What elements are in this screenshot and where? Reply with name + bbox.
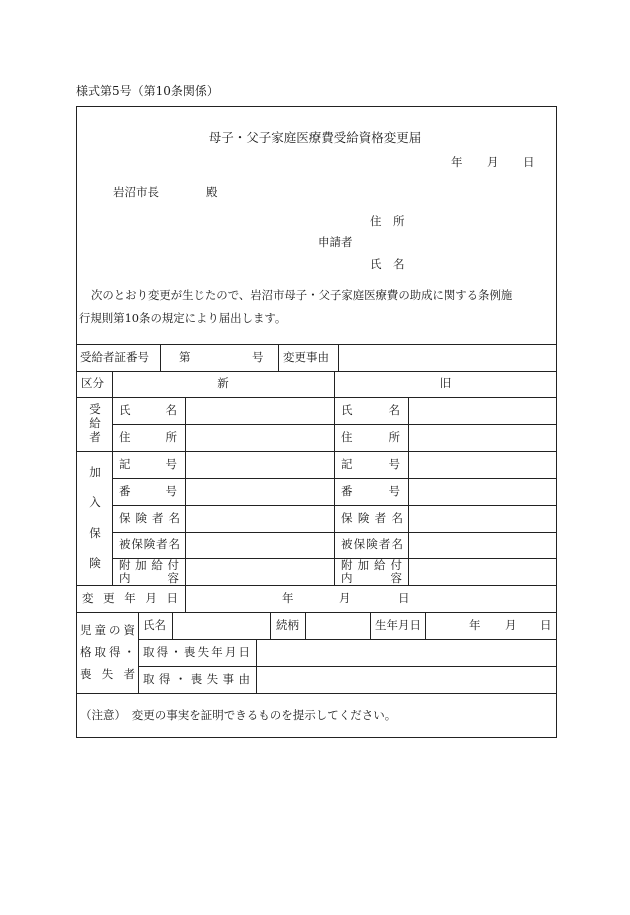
field-char: 険 (366, 537, 378, 552)
insurance-char: 険 (89, 556, 101, 570)
ins-kigo-label-new (119, 451, 177, 478)
child-relation-value[interactable] (306, 613, 369, 638)
field-char: 加 (357, 558, 369, 573)
field-char: 番 (119, 483, 131, 498)
date-year: 年 (451, 155, 463, 169)
field-char: 保 (119, 510, 131, 525)
recipient-address-new-value[interactable] (186, 425, 333, 450)
rule (425, 612, 426, 639)
label-char: 更 (103, 590, 115, 605)
field-char: 者 (156, 537, 168, 552)
recipient-address-old-value[interactable] (409, 425, 556, 450)
label-char: ・ (123, 645, 135, 660)
ins-supp-new-value[interactable] (186, 559, 333, 584)
label-char: 者 (123, 666, 135, 681)
label-char: ・ (170, 644, 182, 659)
ins-insured-label-new (119, 532, 180, 558)
addressee: 岩沼市長 (113, 185, 159, 199)
field-char: 住 (341, 429, 353, 444)
child-acq-date-value[interactable] (257, 640, 556, 665)
label-char: 喪 (190, 671, 203, 686)
ins-kigo-label-old (341, 451, 400, 478)
field-char: 内 (119, 570, 131, 585)
rule (160, 344, 161, 371)
field-char: 加 (135, 558, 147, 573)
label-char: 喪 (183, 644, 196, 659)
field-char: 保 (341, 510, 353, 525)
field-char: 記 (119, 456, 131, 471)
rule (334, 371, 335, 585)
field-char: 号 (388, 483, 400, 498)
recipient-name-label-new (119, 397, 177, 424)
cert-number-go: 号 (252, 349, 264, 364)
rule (112, 371, 113, 585)
child-acq-reason-value[interactable] (257, 667, 556, 692)
field-char: 記 (341, 456, 353, 471)
form-number: 様式第5号（第10条関係） (76, 84, 219, 98)
ins-supp-old-value[interactable] (409, 559, 556, 584)
field-char: 名 (391, 537, 403, 552)
rule (278, 344, 279, 371)
field-char: 附 (341, 558, 353, 573)
change-date-day: 日 (398, 590, 410, 605)
field-char: 給 (374, 558, 386, 573)
ins-bango-label-new (119, 478, 177, 505)
field-char: 所 (388, 429, 400, 444)
label-char: 格 (80, 645, 92, 660)
ins-insured-label-old (341, 532, 403, 558)
label-char: 童 (94, 623, 106, 638)
label-char: 月 (145, 590, 157, 605)
field-char: 氏 (341, 402, 353, 417)
label-char: 月 (224, 644, 237, 659)
ins-insurer-label-new (119, 505, 180, 532)
date-month: 月 (487, 155, 499, 169)
change-date-month: 月 (339, 590, 351, 605)
field-char: 名 (165, 402, 177, 417)
change-date-year: 年 (282, 590, 294, 605)
ins-insurer-label-old (341, 505, 403, 532)
field-char: 住 (119, 429, 131, 444)
recipient-char: 受 (89, 402, 101, 417)
applicant-name-label: 氏 名 (370, 257, 405, 271)
recipient-char: 給 (89, 416, 101, 431)
field-char: 号 (388, 456, 400, 471)
child-name-label: 氏名 (143, 617, 166, 632)
rule (370, 612, 371, 639)
new-header: 新 (217, 376, 229, 391)
change-date-label (82, 585, 178, 612)
ins-kigo-new-value[interactable] (186, 452, 333, 477)
label-char: 失 (206, 671, 219, 686)
date-day: 日 (523, 155, 535, 169)
field-char: 険 (143, 537, 156, 552)
child-birth-month: 月 (505, 617, 517, 632)
insurance-char: 入 (89, 495, 101, 509)
field-char: 号 (165, 456, 177, 471)
insurance-char: 保 (89, 525, 101, 540)
child-birth-year: 年 (469, 617, 481, 632)
applicant-address-label: 住 所 (370, 214, 405, 228)
label-char: 変 (82, 590, 94, 605)
field-char: 名 (391, 510, 403, 525)
field-char: 保 (131, 537, 143, 552)
label-char: 事 (222, 671, 235, 686)
label-char: ・ (174, 671, 187, 686)
label-char: 日 (238, 644, 250, 659)
ins-insurer-new-value[interactable] (186, 506, 333, 531)
note-text: （注意） 変更の事実を証明できるものを提示してください。 (80, 707, 397, 722)
applicant-label: 申請者 (318, 235, 353, 249)
field-char: 名 (388, 402, 400, 417)
label-char: 由 (238, 671, 250, 686)
honorific: 殿 (206, 185, 218, 199)
field-char: 者 (378, 537, 391, 552)
label-char: 資 (123, 623, 135, 638)
field-char: 給 (151, 558, 163, 573)
ins-supp-label-new (119, 558, 179, 585)
child-name-value[interactable] (173, 613, 269, 638)
recipient-address-label-old (341, 424, 400, 451)
field-char: 容 (167, 570, 179, 585)
label-char: 失 (101, 666, 114, 681)
field-char: 者 (374, 510, 387, 525)
rule (138, 612, 139, 693)
ins-bango-new-value[interactable] (186, 479, 333, 504)
form-title: 母子・父子家庭医療費受給資格変更届 (208, 130, 422, 145)
recipient-name-label-old (341, 397, 400, 424)
label-char: 喪 (80, 666, 92, 681)
label-char: 児 (80, 623, 92, 638)
change-reason-label: 変更事由 (283, 349, 329, 364)
field-char: 被 (341, 537, 353, 552)
ins-supp-label-old (341, 558, 402, 585)
field-char: 険 (357, 510, 370, 525)
label-char: 取 (143, 671, 155, 686)
child-acq-date-label (143, 639, 250, 666)
change-reason-value[interactable] (339, 345, 556, 370)
field-char: 被 (119, 537, 131, 552)
field-char: 番 (341, 483, 353, 498)
field-char: 容 (390, 570, 402, 585)
field-char: 付 (167, 558, 179, 573)
child-relation-label: 続柄 (276, 617, 299, 632)
child-acq-reason-label (143, 666, 250, 693)
old-header: 旧 (439, 376, 452, 391)
field-char: 名 (168, 510, 180, 525)
cert-number-dai: 第 (179, 349, 191, 364)
field-char: 附 (119, 558, 131, 573)
label-char: 得 (156, 644, 169, 659)
field-char: 号 (165, 483, 177, 498)
recipient-char: 者 (89, 430, 101, 445)
label-char: 年 (124, 590, 136, 605)
body-text-line-2: 行規則第10条の規定により届出します。 (79, 311, 287, 325)
label-char: 得 (109, 645, 121, 660)
recipient-group-label (86, 403, 104, 445)
child-group-label (80, 620, 135, 686)
kubun-header: 区分 (81, 376, 104, 391)
recipient-name-old-value[interactable] (409, 398, 556, 423)
ins-insured-old-value[interactable] (409, 533, 556, 557)
ins-bango-old-value[interactable] (409, 479, 556, 504)
insurance-group-label (86, 457, 104, 579)
ins-kigo-old-value[interactable] (409, 452, 556, 477)
field-char: 内 (341, 570, 353, 585)
field-char: 保 (353, 537, 366, 552)
ins-bango-label-old (341, 478, 400, 505)
label-char: 失 (197, 644, 210, 659)
label-char: 取 (94, 645, 106, 660)
recipient-address-label-new (119, 424, 177, 451)
label-char: の (109, 623, 121, 638)
field-char: 険 (135, 510, 147, 525)
insurance-char: 加 (89, 464, 101, 479)
label-char: 日 (166, 590, 178, 605)
label-char: 取 (143, 644, 155, 659)
ins-insured-new-value[interactable] (186, 533, 333, 557)
label-char: 年 (211, 644, 223, 659)
field-char: 者 (152, 510, 164, 525)
body-text-line-1: 次のとおり変更が生じたので、岩沼市母子・父子家庭医療費の助成に関する条例施 (91, 288, 513, 302)
ins-insurer-old-value[interactable] (409, 506, 556, 531)
field-char: 氏 (119, 402, 131, 417)
field-char: 所 (165, 429, 177, 444)
field-char: 名 (168, 537, 180, 552)
recipient-name-new-value[interactable] (186, 398, 333, 423)
child-birth-label: 生年月日 (375, 617, 421, 632)
cert-number-label: 受給者証番号 (80, 349, 149, 364)
field-char: 付 (390, 558, 402, 573)
label-char: 得 (158, 671, 171, 686)
child-birth-day: 日 (540, 617, 552, 632)
rule (270, 612, 271, 639)
